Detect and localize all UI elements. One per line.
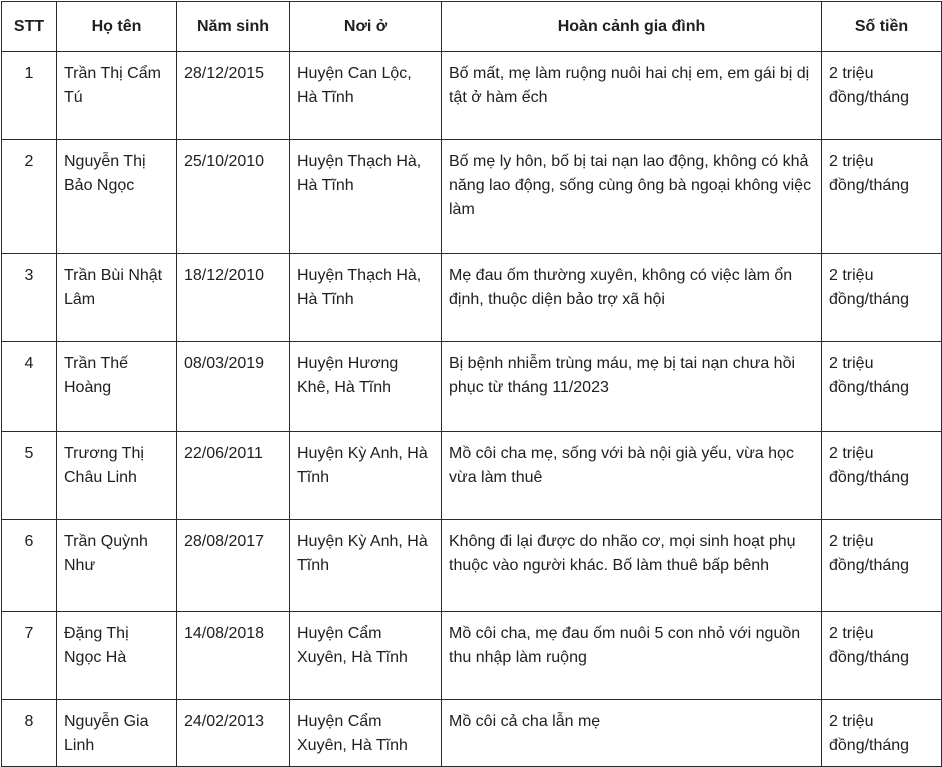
- cell-amount: 2 triệu đồng/tháng: [822, 342, 942, 432]
- table-row: [2, 52, 942, 140]
- table-header-row: [2, 2, 942, 52]
- table-row: [2, 254, 942, 342]
- cell-situation: Không đi lại được do nhão cơ, mọi sinh hoạt phụ thuộc vào người khác. Bố làm thuê bấp bênh: [442, 520, 822, 612]
- cell-name: Trương Thị Châu Linh: [57, 432, 177, 520]
- cell-birth: 08/03/2019: [177, 342, 290, 432]
- cell-birth: 28/12/2015: [177, 52, 290, 140]
- cell-birth: 18/12/2010: [177, 254, 290, 342]
- cell-birth: 25/10/2010: [177, 140, 290, 254]
- cell-situation: Bố mất, mẹ làm ruộng nuôi hai chị em, em gái bị dị tật ở hàm ếch: [442, 52, 822, 140]
- cell-amount: 2 triệu đồng/tháng: [822, 520, 942, 612]
- cell-situation: Mẹ đau ốm thường xuyên, không có việc làm ổn định, thuộc diện bảo trợ xã hội: [442, 254, 822, 342]
- cell-amount: 2 triệu đồng/tháng: [822, 700, 942, 767]
- cell-stt: 8: [2, 700, 57, 767]
- table-row: [2, 342, 942, 432]
- table-row: [2, 700, 942, 767]
- cell-address: Huyện Cẩm Xuyên, Hà Tĩnh: [290, 612, 442, 700]
- cell-situation: Mồ côi cha mẹ, sống với bà nội già yếu, vừa học vừa làm thuê: [442, 432, 822, 520]
- cell-birth: 14/08/2018: [177, 612, 290, 700]
- table-row: [2, 612, 942, 700]
- cell-name: Trần Thị Cẩm Tú: [57, 52, 177, 140]
- header-situation: Hoàn cảnh gia đình: [442, 2, 822, 52]
- cell-stt: 3: [2, 254, 57, 342]
- cell-situation: Mồ côi cả cha lẫn mẹ: [442, 700, 822, 767]
- cell-address: Huyện Thạch Hà, Hà Tĩnh: [290, 140, 442, 254]
- cell-stt: 2: [2, 140, 57, 254]
- cell-name: Nguyễn Thị Bảo Ngọc: [57, 140, 177, 254]
- cell-amount: 2 triệu đồng/tháng: [822, 140, 942, 254]
- header-birth-year: Năm sinh: [177, 2, 290, 52]
- cell-address: Huyện Kỳ Anh, Hà Tĩnh: [290, 520, 442, 612]
- cell-amount: 2 triệu đồng/tháng: [822, 52, 942, 140]
- cell-amount: 2 triệu đồng/tháng: [822, 432, 942, 520]
- cell-stt: 5: [2, 432, 57, 520]
- cell-name: Trần Quỳnh Như: [57, 520, 177, 612]
- cell-stt: 7: [2, 612, 57, 700]
- header-stt: STT: [2, 2, 57, 52]
- header-amount: Số tiền: [822, 2, 942, 52]
- cell-situation: Bị bệnh nhiễm trùng máu, mẹ bị tai nạn chưa hồi phục từ tháng 11/2023: [442, 342, 822, 432]
- cell-birth: 24/02/2013: [177, 700, 290, 767]
- cell-address: Huyện Kỳ Anh, Hà Tĩnh: [290, 432, 442, 520]
- cell-name: Trần Thế Hoàng: [57, 342, 177, 432]
- table-row: [2, 520, 942, 612]
- cell-amount: 2 triệu đồng/tháng: [822, 254, 942, 342]
- cell-situation: Mồ côi cha, mẹ đau ốm nuôi 5 con nhỏ với nguồn thu nhập làm ruộng: [442, 612, 822, 700]
- cell-stt: 1: [2, 52, 57, 140]
- cell-birth: 28/08/2017: [177, 520, 290, 612]
- cell-name: Đặng Thị Ngọc Hà: [57, 612, 177, 700]
- cell-birth: 22/06/2011: [177, 432, 290, 520]
- header-address: Nơi ở: [290, 2, 442, 52]
- support-table: [1, 1, 942, 767]
- cell-situation: Bố mẹ ly hôn, bố bị tai nạn lao động, không có khả năng lao động, sống cùng ông bà ngoại không việc làm: [442, 140, 822, 254]
- cell-stt: 4: [2, 342, 57, 432]
- cell-name: Trần Bùi Nhật Lâm: [57, 254, 177, 342]
- cell-address: Huyện Hương Khê, Hà Tĩnh: [290, 342, 442, 432]
- cell-amount: 2 triệu đồng/tháng: [822, 612, 942, 700]
- cell-stt: 6: [2, 520, 57, 612]
- table-row: [2, 140, 942, 254]
- cell-address: Huyện Cẩm Xuyên, Hà Tĩnh: [290, 700, 442, 767]
- table-row: [2, 432, 942, 520]
- cell-address: Huyện Thạch Hà, Hà Tĩnh: [290, 254, 442, 342]
- cell-name: Nguyễn Gia Linh: [57, 700, 177, 767]
- cell-address: Huyện Can Lộc, Hà Tĩnh: [290, 52, 442, 140]
- header-name: Họ tên: [57, 2, 177, 52]
